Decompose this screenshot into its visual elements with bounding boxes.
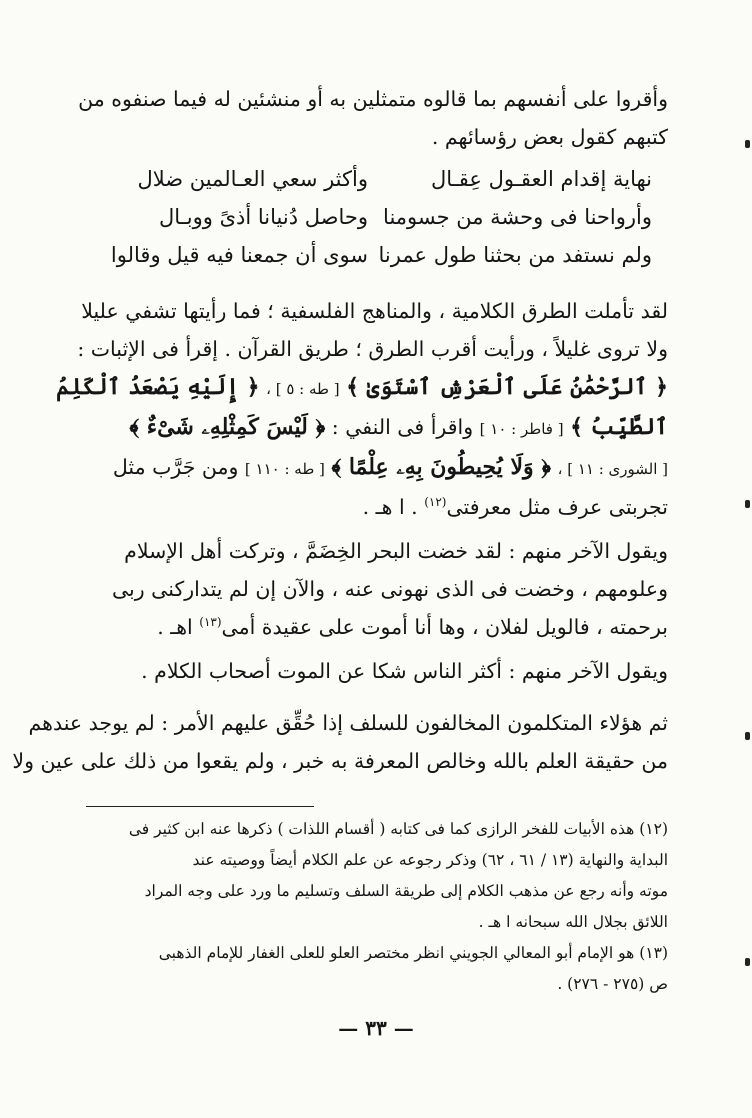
scan-edge-mark: [745, 500, 750, 508]
verse-reference: [ الشورى : ١١ ] ،: [557, 460, 668, 478]
scan-edge-mark: [745, 140, 750, 148]
poem-hemistich: سوى أن جمعنا فيه قيل وقالوا: [110, 243, 368, 267]
quran-verse: ﴿ إِلَيْهِ يَصْعَدُ ٱلْكَلِمُ: [56, 374, 260, 400]
footnote-line: (١٣) هو الإمام أبو المعالي الجويني انظر مختصر العلو للعلى الغفار للإمام الذهبى: [158, 944, 668, 962]
inline-text: واقرأ فى النفي :: [331, 415, 474, 439]
third-quote-paragraph: [80, 652, 668, 690]
text-line: ولا تروى غليلاً ، ورأيت أقرب الطرق ؛ طريق القرآن . إقرأ فى الإثبات :: [77, 337, 668, 361]
quran-verse: ﴿ ٱلرَّحْمَٰنُ عَلَى ٱلْعَرْشِ ٱسْتَوَىٰ ﴾: [346, 374, 668, 400]
quran-verse: ﴿ لَيْسَ كَمِثْلِهِۦ شَىْءٌ ﴾: [129, 414, 326, 440]
poem-hemistich: ولم نستفد من بحثنا طول عمرنا: [378, 243, 652, 267]
closing-paragraph: [12, 704, 668, 780]
text-line: ثم هؤلاء المتكلمون المخالفون للسلف إذا حُقِّق عليهم الأمر : لم يوجد عندهم: [28, 711, 668, 735]
footnote-line: اللائق بجلال الله سبحانه ا هـ .: [478, 913, 668, 931]
text-line: [80, 448, 668, 488]
footnote-divider: [86, 806, 314, 807]
intro-paragraph: [80, 80, 668, 156]
quran-verse: ٱلطَّيِّبُ ﴾: [570, 414, 668, 440]
footnote-marker: (١٣): [199, 615, 222, 630]
verse-reference: [ طه : ١١٠ ]: [244, 460, 325, 478]
text-line: [56, 368, 668, 408]
poem-verse: [80, 236, 668, 274]
verse-reference: [ طه : ٥ ] ،: [266, 380, 340, 398]
inline-text: ومن جَرَّب مثل: [112, 455, 239, 479]
text-line: [80, 608, 668, 646]
poem-hemistich: وأكثر سعي العـالمين ضلال: [137, 167, 368, 191]
page-number: — ٣٣ —: [338, 1016, 414, 1040]
inline-text: برحمته ، فالويل لفلان ، وها أنا أموت على عقيدة أمى: [221, 615, 668, 639]
quran-verse: ﴿ وَلَا يُحِيطُونَ بِهِۦ عِلْمًا ﴾: [331, 454, 552, 480]
scan-edge-mark: [745, 732, 750, 740]
second-quote-paragraph: [80, 532, 668, 646]
poem: [80, 160, 668, 274]
footnote-12: [80, 814, 668, 938]
footnote-line: ص (٢٧٥ - ٢٧٦) .: [557, 975, 668, 993]
footnote-line: البداية والنهاية (١٣ / ٦١ ، ٦٢) وذكر رجوعه عن علم الكلام أيضاً ووصيته عند: [192, 851, 668, 869]
verse-reference: [ فاطر : ١٠ ]: [479, 420, 564, 438]
text-line: من حقيقة العلم بالله وخالص المعرفة به خبر ، ولم يقعوا من ذلك على عين ولا: [12, 749, 668, 773]
inline-text: تجربتى عرف مثل معرفتى: [446, 495, 668, 519]
footnote-line: (١٢) هذه الأبيات للفخر الرازى كما فى كتابه ( أقسام اللذات ) ذكرها عنه ابن كثير فى: [128, 820, 668, 838]
poem-verse: [80, 160, 668, 198]
footnote-marker: (١٢): [424, 495, 447, 510]
poem-hemistich: وأرواحنا فى وحشة من جسومنا: [383, 205, 652, 229]
footnote-13: [80, 938, 668, 1000]
text-line: وأقروا على أنفسهم بما قالوه متمثلين به أو منشئين له فيما صنفوه من: [78, 87, 668, 111]
poem-hemistich: وحاصل دُنيانا أذىً ووبـال: [158, 205, 368, 229]
footnote-line: موته وأنه رجع عن مذهب الكلام إلى طريقة السلف وتسليم ما ورد على وجه المراد: [144, 882, 668, 900]
text-line: وعلومهم ، وخضت فى الذى نهونى عنه ، والآن إن لم يتداركنى ربى: [111, 577, 668, 601]
text-line: ويقول الآخر منهم : أكثر الناس شكا عن الموت أصحاب الكلام .: [141, 659, 668, 683]
quran-paragraph: [56, 292, 668, 526]
text-line: ويقول الآخر منهم : لقد خضت البحر الخِضَمَّ ، وتركت أهل الإسلام: [124, 539, 668, 563]
inline-text: . ا هـ .: [362, 495, 418, 519]
inline-text: اهـ .: [157, 615, 193, 639]
text-line: [80, 488, 668, 526]
poem-hemistich: نهاية إقدام العقـول عِقـال: [431, 167, 652, 191]
text-line: [80, 408, 668, 448]
text-line: كتبهم كقول بعض رؤسائهم .: [431, 125, 668, 149]
poem-verse: [80, 198, 668, 236]
scan-edge-mark: [745, 958, 750, 966]
text-line: لقد تأملت الطرق الكلامية ، والمناهج الفلسفية ؛ فما رأيتها تشفي عليلا: [81, 299, 668, 323]
